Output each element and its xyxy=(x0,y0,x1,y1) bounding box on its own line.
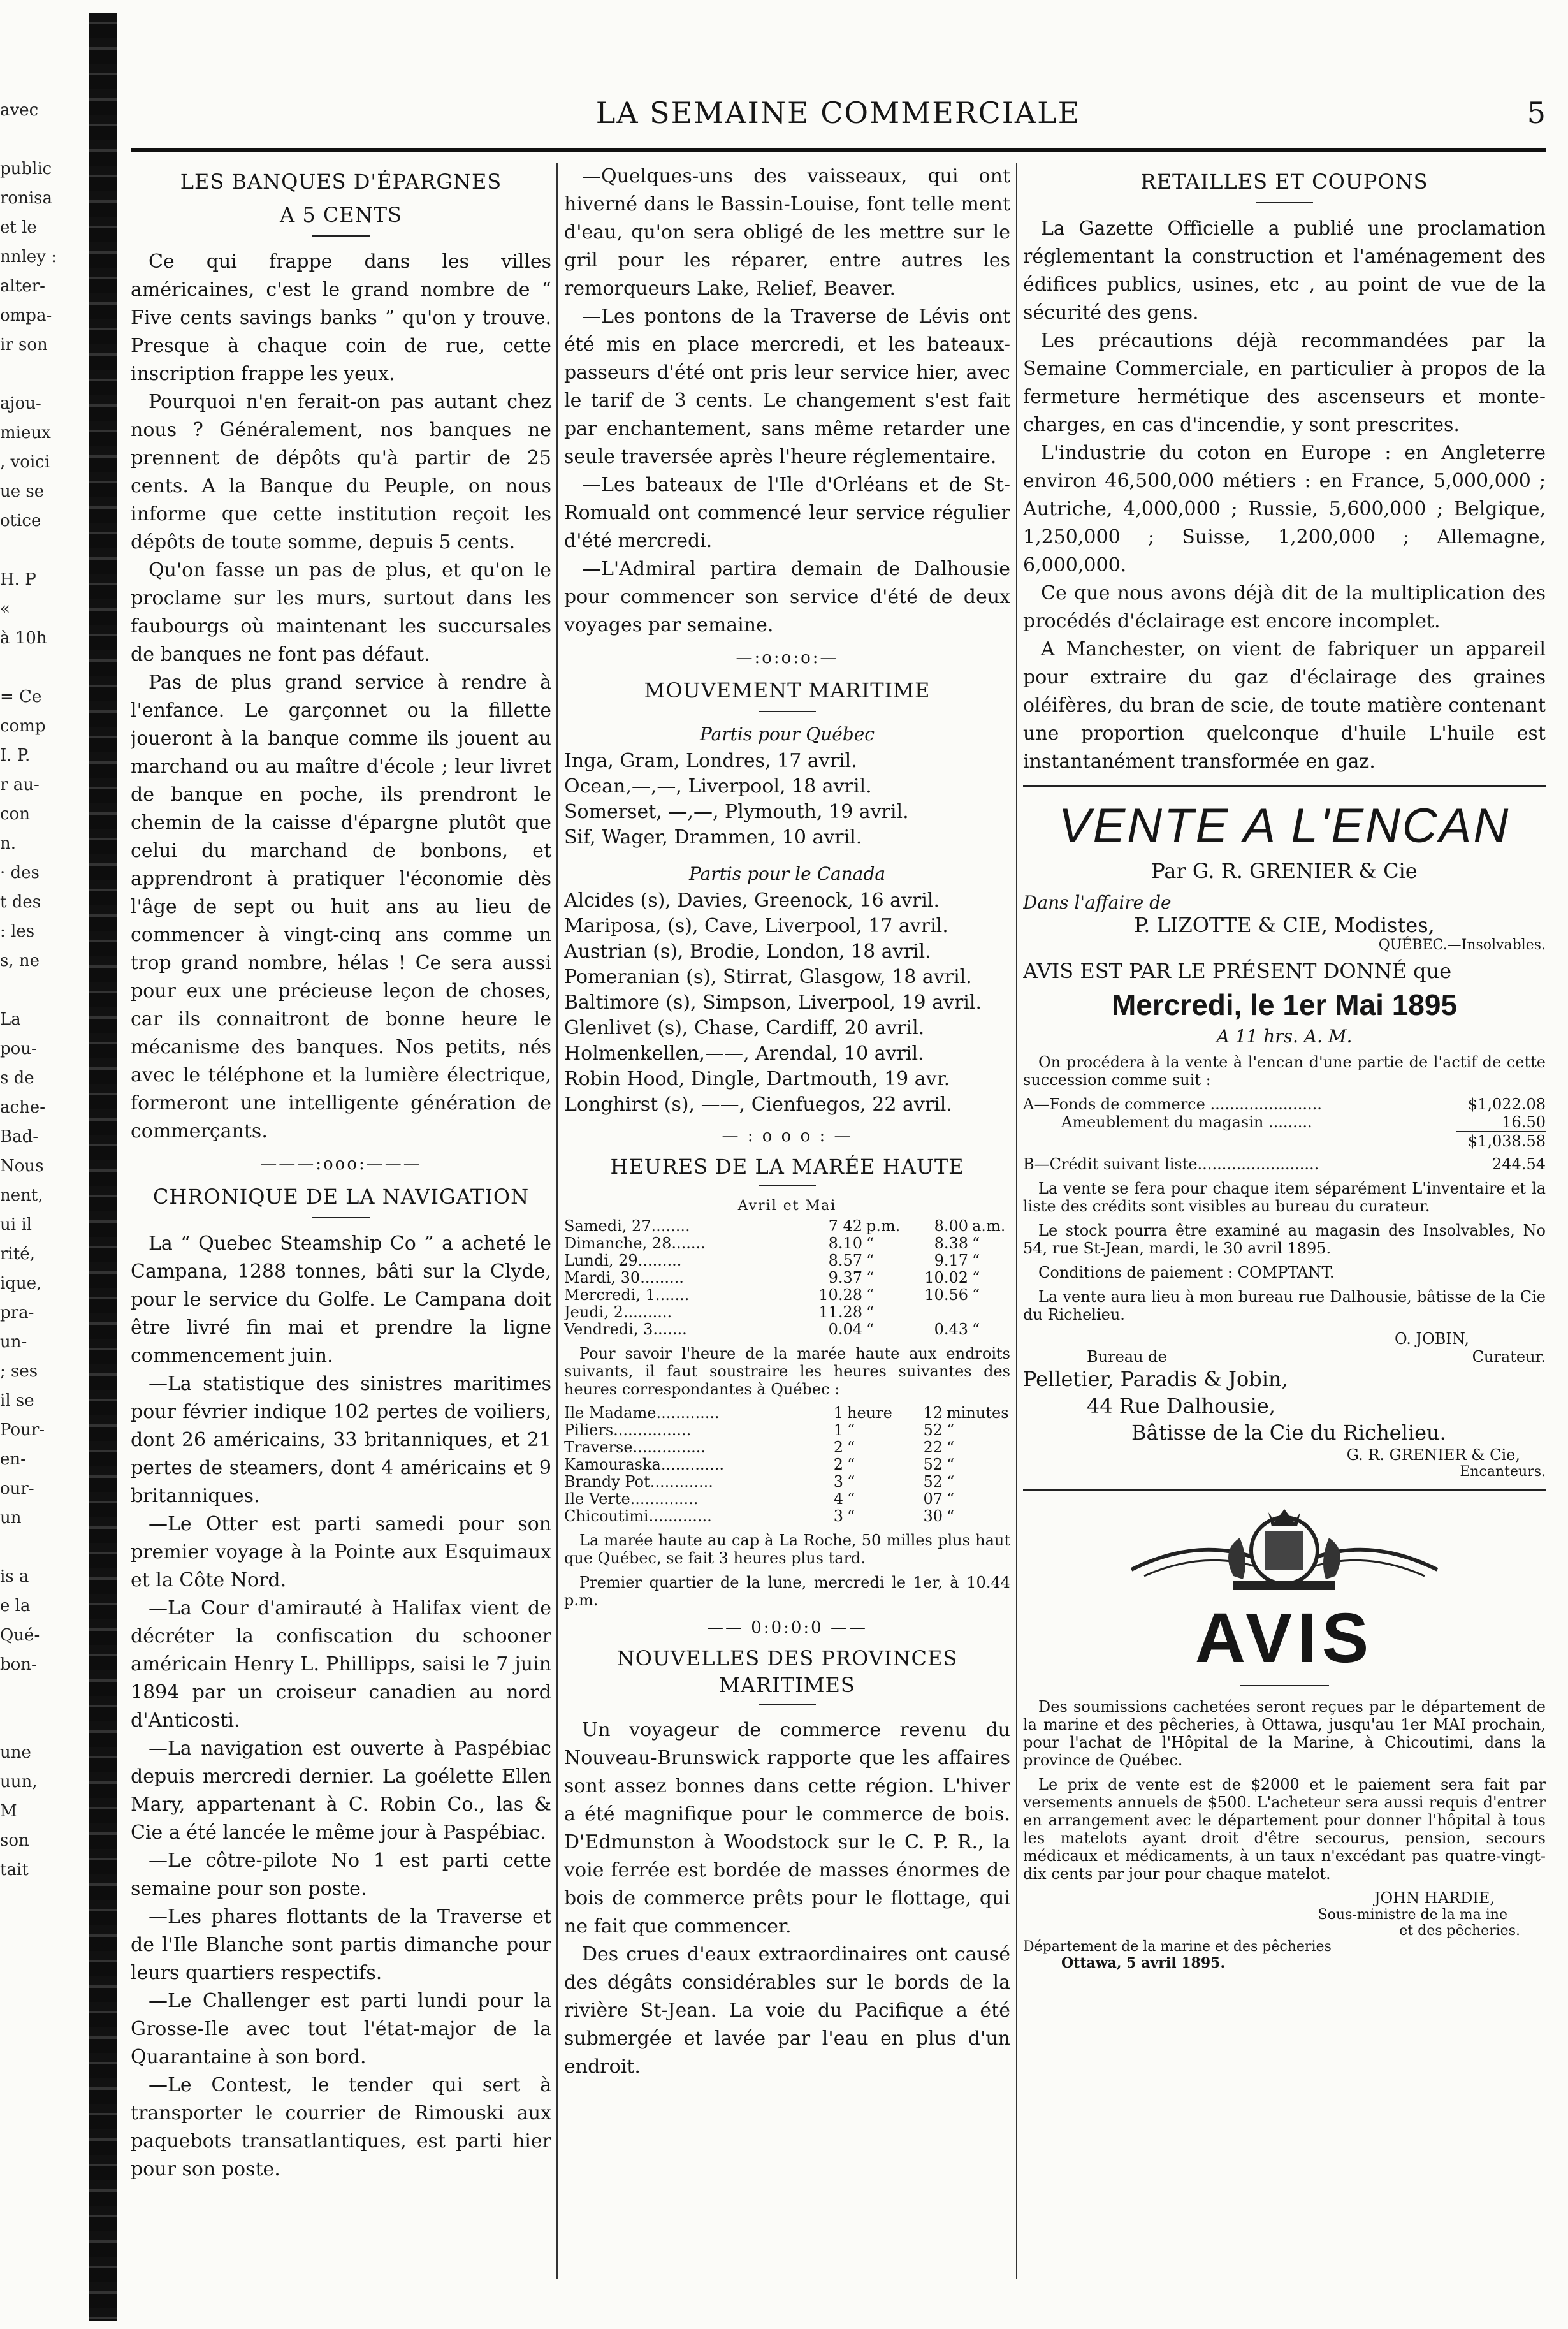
mouvement-title: MOUVEMENT MARITIME xyxy=(644,678,931,703)
column-2 xyxy=(564,163,1010,2292)
separator: ———:ooo:——— xyxy=(260,1155,422,1174)
port-cell-hu: “ xyxy=(847,1421,855,1439)
edge-fragment xyxy=(0,536,76,565)
tide-row xyxy=(564,1252,1010,1269)
edge-fragment: t des xyxy=(0,893,41,912)
port-cell-mu: “ xyxy=(947,1490,955,1508)
edge-fragment: is a xyxy=(0,1567,29,1586)
tide-cell-pm: 10.02 xyxy=(924,1269,968,1287)
chronique-paragraph: —Le Challenger est parti lundi pour la Grosse-Ile avec tout l'état-major de la Quarantaine à son bord. xyxy=(131,1990,551,2068)
edge-fragment: bon- xyxy=(0,1655,37,1674)
edge-fragment xyxy=(0,653,76,682)
ship-entry-paragraph: Ocean,—,—, Liverpool, 18 avril. xyxy=(564,775,872,798)
port-cell-m: 30 xyxy=(923,1507,943,1525)
tide-cell-u2: a.m. xyxy=(972,1217,1006,1235)
avis-paragraph: Le prix de vente est de $2000 et le paiement sera fait par versements annuels de $500. L'acheteur sera aussi requis d'entrer en arrangement avec le département pour donner l'hôpital à tous les matelots ayant droit d'être secourus, pension, secours médicaux et médicaments, à un taux n'excédant pas quatre-vingt-dix cents par jour pour chaque matelot. xyxy=(1023,1776,1546,1883)
tide-cell-u2: “ xyxy=(972,1252,980,1269)
maree-note-2: La marée haute au cap à La Roche, 50 milles plus haut que Québec, se fait 3 heures plus tard. xyxy=(564,1531,1010,1567)
edge-fragment: nnley : xyxy=(0,247,57,266)
edge-fragment: rité, xyxy=(0,1245,35,1264)
tide-row xyxy=(564,1321,1010,1338)
port-cell-mu: “ xyxy=(947,1438,955,1456)
retailles-paragraph: L'industrie du coton en Europe : en Angleterre environ 46,500,000 métiers : en France, 5,000,000 ; Autriche, 4,000,000 ; Russie, 5,600,000 ; Belgique, 1,250,000 ; Suisse, 1,200,000 ; Allemagne, 6,000,000. xyxy=(1023,442,1546,576)
port-cell-m: 07 xyxy=(923,1490,943,1508)
mouvement-sub-quebec: Partis pour Québec xyxy=(700,724,875,745)
ship-entry-paragraph: Longhirst (s), ——, Cienfuegos, 22 avril. xyxy=(564,1093,952,1116)
port-cell-h: 2 xyxy=(833,1456,843,1473)
ship-entry-paragraph: Baltimore (s), Simpson, Liverpool, 19 avril. xyxy=(564,991,982,1014)
edge-fragment xyxy=(0,975,76,1005)
avis-sign-title-2: et des pêcheries. xyxy=(1399,1923,1520,1939)
tide-cell-pm: 8.00 xyxy=(934,1217,968,1235)
vente-firm-city: QUÉBEC.—Insolvables. xyxy=(1378,937,1546,953)
short-rule xyxy=(1256,202,1313,203)
nouvelles-subtitle: MARITIMES xyxy=(719,1673,855,1697)
separator: —— 0:0:0:0 —— xyxy=(707,1618,867,1637)
account-label: A—Fonds de commerce ....................... xyxy=(1023,1095,1322,1113)
avis-sign-title: Sous-ministre de la ma ine xyxy=(1318,1907,1507,1923)
vente-firm: P. LIZOTTE & CIE, Modistes, xyxy=(1134,913,1435,937)
banques-article xyxy=(131,248,551,1146)
vente-note-paragraph: Conditions de paiement : COMPTANT. xyxy=(1038,1264,1335,1281)
avis-signature: JOHN HARDIE, xyxy=(1374,1889,1495,1907)
edge-fragment: comp xyxy=(0,717,46,736)
vente-address: 44 Rue Dalhousie, xyxy=(1087,1394,1275,1418)
column-3 xyxy=(1023,163,1546,2292)
column-rule-2 xyxy=(1016,163,1017,2279)
port-cell-name: Chicoutimi............. xyxy=(564,1507,712,1525)
ship-entry-paragraph: Sif, Wager, Drammen, 10 avril. xyxy=(564,826,862,849)
chronique-paragraph: —Le Otter est parti samedi pour son premier voyage à la Pointe aux Esquimaux et la Côte Nord. xyxy=(131,1513,551,1591)
tide-row xyxy=(564,1304,1010,1321)
vente-firm-list: Pelletier, Paradis & Jobin, xyxy=(1023,1367,1288,1391)
account-amount: 16.50 xyxy=(1502,1113,1546,1131)
edge-fragment: r au- xyxy=(0,775,40,794)
vente-note-paragraph: Le stock pourra être examiné au magasin des Insolvables, No 54, rue St-Jean, mardi, le 30 avril 1895. xyxy=(1023,1222,1546,1257)
header-rule xyxy=(131,148,1546,152)
avis-place-date: Ottawa, 5 avril 1895. xyxy=(1061,1955,1226,1971)
tide-cell-day: Samedi, 27........ xyxy=(564,1217,690,1235)
port-cell-h: 3 xyxy=(833,1507,843,1525)
account-row xyxy=(1023,1095,1546,1113)
edge-fragment: alter- xyxy=(0,277,45,296)
port-cell-h: 1 xyxy=(833,1421,843,1439)
ship-entry-paragraph: Pomeranian (s), Stirrat, Glasgow, 18 avril. xyxy=(564,966,972,988)
vente-batisse: Bâtisse de la Cie du Richelieu. xyxy=(1131,1420,1446,1445)
tide-cell-u1: “ xyxy=(866,1252,875,1269)
account-amount: $1,022.08 xyxy=(1467,1095,1546,1113)
vente-title: VENTE A L'ENCAN xyxy=(1058,799,1511,853)
port-cell-m: 12 xyxy=(923,1404,943,1422)
edge-fragment: une xyxy=(0,1743,31,1762)
chronique-paragraph: —Les phares flottants de la Traverse et de l'Ile Blanche sont partis dimanche pour leurs quartiers respectifs. xyxy=(131,1906,551,1984)
tide-row xyxy=(564,1218,1010,1235)
tide-cell-am: 11.28 xyxy=(818,1303,862,1321)
edge-fragment: à 10h xyxy=(0,629,47,648)
banques-paragraph: Pourquoi n'en ferait-on pas autant chez nous ? Généralement, nos banques ne prennent de dépôts qu'à partir de 25 cents. A la Banque du Peuple, on nous informe que cette institution reçoit les dépôts de toute somme, depuis 5 cents. xyxy=(131,391,551,553)
tide-cell-day: Dimanche, 28....... xyxy=(564,1234,706,1252)
ship-entry-paragraph: Austrian (s), Brodie, London, 18 avril. xyxy=(564,940,931,963)
edge-fragment: H. P xyxy=(0,570,36,589)
nouvelles-title: NOUVELLES DES PROVINCES xyxy=(616,1646,958,1670)
port-cell-m: 22 xyxy=(923,1438,943,1456)
short-rule xyxy=(312,1217,370,1218)
edge-fragment: s, ne xyxy=(0,951,40,970)
edge-fragment: il se xyxy=(0,1391,34,1410)
tide-cell-day: Jeudi, 2.......... xyxy=(564,1303,672,1321)
edge-fragment: nent, xyxy=(0,1186,43,1205)
avis-title: AVIS xyxy=(1194,1599,1374,1677)
edge-fragment: ronisa xyxy=(0,189,52,208)
separator: — : o o o : — xyxy=(722,1127,853,1146)
tide-cell-pm: 10.56 xyxy=(924,1286,968,1304)
edge-fragment: = Ce xyxy=(0,687,42,706)
banques-paragraph: Pas de plus grand service à rendre à l'enfance. Le garçonnet ou la fillette joueront à la banque comme ils jouent au marchand ou au maître d'école ; leur livret de banque en poche, ils prendront le chemin de la caisse d'épargne plutôt que celui du marchand de bonbons, et apprendront à pratiquer l'économie dès l'âge de sept ou huit ans au lieu de commencer à vingt-cinq ans comme un trop grand nombre, hélas ! Ce sera aussi pour eux une précieuse leçon de choses, car ils connaitront de bonne heure le mécanisme des banques. Nos petits, nés avec le téléphone et la lumière électrique, formeront une intelligente génération de commerçants. xyxy=(131,671,551,1143)
nouvelles-article xyxy=(564,1716,1010,2081)
vente-intro: On procédera à la vente à l'encan d'une partie de l'actif de cette succession comme suit : xyxy=(1023,1053,1546,1089)
port-row xyxy=(564,1508,1010,1525)
edge-fragment: n. xyxy=(0,834,17,853)
vente-date: Mercredi, le 1er Mai 1895 xyxy=(1111,988,1458,1021)
edge-fragment: ue se xyxy=(0,482,45,501)
edge-fragment: ompa- xyxy=(0,306,52,325)
edge-fragment: uun, xyxy=(0,1772,38,1792)
ship-entry-paragraph: Somerset, —,—, Plymouth, 19 avril. xyxy=(564,801,909,823)
tide-row xyxy=(564,1269,1010,1287)
edge-fragment: · des xyxy=(0,863,40,882)
port-cell-name: Kamouraska............. xyxy=(564,1456,725,1473)
avis-department: Département de la marine et des pêcheries xyxy=(1023,1939,1332,1955)
edge-fragment: ir son xyxy=(0,335,48,354)
port-row xyxy=(564,1405,1010,1422)
tide-cell-u1: “ xyxy=(866,1286,875,1304)
left-edge-fragments xyxy=(0,96,76,1885)
tide-cell-u2: “ xyxy=(972,1286,980,1304)
edge-fragment: otice xyxy=(0,511,41,530)
navigation-continued xyxy=(564,163,1010,639)
newspaper-title: LA SEMAINE COMMERCIALE xyxy=(595,96,1081,130)
vente-bureau: Bureau de xyxy=(1087,1348,1167,1366)
ship-entry-paragraph: Holmenkellen,——, Arendal, 10 avril. xyxy=(564,1042,924,1065)
tide-row xyxy=(564,1287,1010,1304)
tide-table xyxy=(564,1218,1010,1338)
port-cell-hu: “ xyxy=(847,1490,855,1508)
short-rule xyxy=(312,235,370,237)
tide-cell-u1: “ xyxy=(866,1320,875,1338)
royal-coat-of-arms-icon xyxy=(1106,1500,1463,1595)
page-header xyxy=(131,96,1546,140)
tide-cell-am: 7 42 xyxy=(828,1217,862,1235)
port-cell-h: 4 xyxy=(833,1490,843,1508)
edge-fragment: en- xyxy=(0,1450,26,1469)
banques-paragraph: Ce qui frappe dans les villes américaines, c'est le grand nombre de “ Five cents savings banks ” qu'on y trouve. Presque à chaque coin de rue, cette inscription frappe les yeux. xyxy=(131,251,551,385)
port-cell-hu: “ xyxy=(847,1507,855,1525)
separator: —:o:o:o:— xyxy=(736,648,839,668)
ship-entry-paragraph: Robin Hood, Dingle, Dartmouth, 19 avr. xyxy=(564,1068,950,1090)
port-row xyxy=(564,1491,1010,1508)
maree-note-3: Premier quartier de la lune, mercredi le 1er, à 10.44 p.m. xyxy=(564,1573,1010,1609)
navigation-paragraph: —Quelques-uns des vaisseaux, qui ont hiverné dans le Bassin-Louise, font telle ment d'eau, qu'on sera obligé de les mettre sur le gril pour les réparer, entre autres les remorqueurs Lake, Relief, Beaver. xyxy=(564,165,1010,300)
edge-fragment: pra- xyxy=(0,1303,34,1322)
ship-entry-paragraph: Glenlivet (s), Chase, Cardiff, 20 avril. xyxy=(564,1017,925,1039)
edge-fragment xyxy=(0,125,76,154)
binding-spine xyxy=(89,13,117,2321)
mouvement-sub-canada: Partis pour le Canada xyxy=(688,863,886,884)
port-cell-m: 52 xyxy=(923,1456,943,1473)
port-cell-mu: “ xyxy=(947,1473,955,1491)
vente-affaire: Dans l'affaire de xyxy=(1023,892,1172,913)
nouvelles-paragraph: Un voyageur de commerce revenu du Nouveau-Brunswick rapporte que les affaires sont assez bonnes dans cette région. L'hiver a été magnifique pour le commerce de bois. D'Edmunston à Woodstock sur le C. P. R., la voie ferrée est bordée de masses énormes de bois de commerce prêts pour le flottage, qui ne fait que commencer. xyxy=(564,1719,1010,1938)
account-label: Ameublement du magasin ......... xyxy=(1061,1113,1312,1131)
tide-cell-u1: p.m. xyxy=(866,1217,901,1235)
edge-fragment: mieux xyxy=(0,423,51,442)
port-cell-hu: “ xyxy=(847,1456,855,1473)
tide-cell-day: Mardi, 30......... xyxy=(564,1269,684,1287)
port-cell-mu: “ xyxy=(947,1421,955,1439)
navigation-paragraph: —Les bateaux de l'Ile d'Orléans et de St-Romuald ont commencé leur service régulier d'été mercredi. xyxy=(564,474,1010,552)
tide-cell-u2 xyxy=(968,1304,1010,1321)
retailles-paragraph: La Gazette Officielle a publié une proclamation réglementant la construction et l'aménagement des édifices publics, usines, etc , au point de vue de la sécurité des gens. xyxy=(1023,217,1546,324)
port-cell-name: Ile Verte.............. xyxy=(564,1490,699,1508)
vente-total: $1,038.58 xyxy=(1467,1132,1546,1150)
vente-credit-amount: 244.54 xyxy=(1492,1155,1546,1173)
chronique-paragraph: —La statistique des sinistres maritimes pour février indique 102 pertes de voiliers, dont 26 américains, 33 britanniques, et 21 pertes de steamers, dont 4 américains et 9 britanniques. xyxy=(131,1373,551,1507)
tide-cell-day: Vendredi, 3....... xyxy=(564,1320,687,1338)
navigation-paragraph: —L'Admiral partira demain de Dalhousie pour commencer son service d'été de deux voyages par semaine. xyxy=(564,558,1010,636)
edge-fragment: avec xyxy=(0,101,39,120)
port-cell-hu: “ xyxy=(847,1473,855,1491)
port-row xyxy=(564,1473,1010,1491)
edge-fragment: our- xyxy=(0,1479,34,1498)
ship-entry-paragraph: Inga, Gram, Londres, 17 avril. xyxy=(564,750,857,772)
tide-row xyxy=(564,1235,1010,1252)
ad-rule xyxy=(1023,1489,1546,1491)
banques-paragraph: Qu'on fasse un pas de plus, et qu'on le proclame sur les murs, surtout dans les faubourgs où maintenant les succursales de banques ne font pas défaut. xyxy=(131,559,551,666)
port-cell-m: 52 xyxy=(923,1473,943,1491)
chronique-paragraph: —Le Contest, le tender qui sert à transporter le courrier de Rimouski aux paquebots transatlantiques, est parti hier pour son poste. xyxy=(131,2074,551,2180)
edge-fragment: ; ses xyxy=(0,1362,38,1381)
vente-note-paragraph: La vente aura lieu à mon bureau rue Dalhousie, bâtisse de la Cie du Richelieu. xyxy=(1023,1288,1546,1324)
retailles-paragraph: Les précautions déjà recommandées par la Semaine Commerciale, en particulier à propos de la fermeture hermétique des ascenseurs et monte-charges, en cas d'incendie, y sont prescrites. xyxy=(1023,330,1546,436)
edge-fragment: Pour- xyxy=(0,1420,45,1440)
edge-fragment: , voici xyxy=(0,453,50,472)
port-table xyxy=(564,1405,1010,1525)
edge-fragment: ajou- xyxy=(0,394,41,413)
page-number: 5 xyxy=(1527,96,1546,130)
vente-auctioneer: Par G. R. GRENIER & Cie xyxy=(1151,859,1418,883)
edge-fragment: M xyxy=(0,1802,17,1821)
tide-cell-am: 0.04 xyxy=(828,1320,862,1338)
vente-signature: O. JOBIN, xyxy=(1394,1330,1469,1348)
tide-cell-u1: “ xyxy=(866,1269,875,1287)
tide-cell-am: 9.37 xyxy=(828,1269,862,1287)
edge-fragment: La xyxy=(0,1010,21,1029)
port-cell-mu: minutes xyxy=(947,1404,1009,1422)
vente-encanteurs: Encanteurs. xyxy=(1460,1464,1546,1480)
maree-note: Pour savoir l'heure de la marée haute aux endroits suivants, il faut soustraire les heures suivantes des heures correspondantes à Québec : xyxy=(564,1345,1010,1398)
edge-fragment: : les xyxy=(0,922,35,941)
tide-cell-pm: 9.17 xyxy=(934,1252,968,1269)
port-cell-hu: heure xyxy=(847,1404,892,1422)
edge-fragment: ui il xyxy=(0,1215,32,1234)
vente-curateur: Curateur. xyxy=(1472,1348,1546,1366)
edge-fragment: Nous xyxy=(0,1157,44,1176)
port-cell-name: Ile Madame............. xyxy=(564,1404,720,1422)
tide-cell-am: 10.28 xyxy=(818,1286,862,1304)
port-cell-name: Brandy Pot............. xyxy=(564,1473,713,1491)
vente-credit-label: B—Crédit suivant liste......................... xyxy=(1023,1155,1319,1173)
tide-cell-am: 8.10 xyxy=(828,1234,862,1252)
maree-subtitle: Avril et Mai xyxy=(737,1198,837,1214)
edge-fragment: son xyxy=(0,1831,29,1850)
tide-cell-u2: “ xyxy=(972,1234,980,1252)
tide-cell-pm: 0.43 xyxy=(934,1320,968,1338)
tide-cell-u1: “ xyxy=(866,1234,875,1252)
edge-fragment: e la xyxy=(0,1596,31,1616)
edge-fragment: tait xyxy=(0,1860,29,1880)
tide-cell-u1: “ xyxy=(866,1303,875,1321)
vente-accounts xyxy=(1023,1095,1546,1131)
edge-fragment xyxy=(0,360,76,389)
edge-fragment: Bad- xyxy=(0,1127,39,1146)
account-row xyxy=(1023,1113,1546,1131)
chronique-paragraph: —La Cour d'amirauté à Halifax vient de décréter la confiscation du schooner américain Henry L. Phillipps, saisi le 7 juin 1894 par un croiseur canadien au nord d'Anticosti. xyxy=(131,1597,551,1732)
vente-note-paragraph: La vente se fera pour chaque item séparément L'inventaire et la liste des crédits sont visibles au bureau du curateur. xyxy=(1023,1179,1546,1215)
port-row xyxy=(564,1456,1010,1473)
chronique-paragraph: La “ Quebec Steamship Co ” a acheté le Campana, 1288 tonnes, bâti sur la Clyde, pour le service du Golfe. Le Campana doit être livré fin mai et prendre la ligne commencement juin. xyxy=(131,1232,551,1367)
edge-fragment xyxy=(0,1709,76,1738)
chronique-paragraph: —La navigation est ouverte à Paspébiac depuis mercredi dernier. La goélette Ellen Mary, appartenant à C. Robin Co., las & Cie a été lancée le même jour à Paspébiac. xyxy=(131,1737,551,1844)
vente-avis-line: AVIS EST PAR LE PRÉSENT DONNÉ que xyxy=(1023,959,1452,983)
tide-cell-u2: “ xyxy=(972,1320,980,1338)
edge-fragment: un xyxy=(0,1508,22,1528)
edge-fragment: un- xyxy=(0,1332,27,1352)
chronique-article xyxy=(131,1230,551,2184)
short-rule xyxy=(1240,1685,1329,1686)
navigation-paragraph: —Les pontons de la Traverse de Lévis ont été mis en place mercredi, et les bateaux-passeurs d'été ont pris leur service hier, avec le tarif de 3 cents. Le changement s'est fait par enchantement, sans même retarder une seule traversée après l'heure réglementaire. xyxy=(564,305,1010,468)
edge-fragment: et le xyxy=(0,218,37,237)
vente-notes xyxy=(1023,1179,1546,1324)
tide-cell-day: Lundi, 29......... xyxy=(564,1252,682,1269)
vente-signature-2: G. R. GRENIER & Cie, xyxy=(1346,1446,1520,1464)
edge-fragment: s de xyxy=(0,1069,34,1088)
edge-fragment: Qué- xyxy=(0,1626,40,1645)
tide-cell-pm xyxy=(904,1304,968,1321)
nouvelles-paragraph: Des crues d'eaux extraordinaires ont causé des dégâts considérables sur le bords de la rivière St-Jean. La voie du Pacifique a été submergée et lavée par l'eau en plus d'un endroit. xyxy=(564,1943,1010,2078)
port-cell-name: Piliers................ xyxy=(564,1421,692,1439)
edge-fragment: ique, xyxy=(0,1274,42,1293)
tide-cell-pm: 8.38 xyxy=(934,1234,968,1252)
edge-fragment xyxy=(0,1679,76,1709)
edge-fragment: ache- xyxy=(0,1098,45,1117)
avis-article xyxy=(1023,1698,1546,1883)
avis-paragraph: Des soumissions cachetées seront reçues par le département de la marine et des pêcheries, à Ottawa, jusqu'au 1er MAI prochain, pour l'achat de l'Hôpital de la Marine, à Chicoutimi, dans la province de Québec. xyxy=(1023,1698,1546,1769)
banques-title: LES BANQUES D'ÉPARGNES xyxy=(180,170,502,194)
port-cell-m: 52 xyxy=(923,1421,943,1439)
short-rule xyxy=(759,1185,816,1186)
retailles-title: RETAILLES ET COUPONS xyxy=(1140,170,1428,194)
ship-entry-paragraph: Mariposa, (s), Cave, Liverpool, 17 avril. xyxy=(564,915,948,937)
short-rule xyxy=(759,711,816,712)
retailles-paragraph: Ce que nous avons déjà dit de la multiplication des procédés d'éclairage est encore incomplet. xyxy=(1023,582,1546,632)
tide-cell-am: 8.57 xyxy=(828,1252,862,1269)
vente-time: A 11 hrs. A. M. xyxy=(1216,1026,1353,1047)
port-cell-mu: “ xyxy=(947,1456,955,1473)
edge-fragment: « xyxy=(0,599,10,618)
edge-fragment: public xyxy=(0,159,52,179)
edge-fragment: con xyxy=(0,805,30,824)
port-row xyxy=(564,1439,1010,1456)
column-rule-1 xyxy=(556,163,558,2279)
banques-subtitle: A 5 CENTS xyxy=(280,203,402,227)
port-cell-hu: “ xyxy=(847,1438,855,1456)
tide-cell-day: Mercredi, 1....... xyxy=(564,1286,690,1304)
chronique-title: CHRONIQUE DE LA NAVIGATION xyxy=(152,1185,530,1209)
ships-canada-list xyxy=(564,888,1010,1118)
ship-entry-paragraph: Alcides (s), Davies, Greenock, 16 avril. xyxy=(564,889,940,912)
ships-quebec-list xyxy=(564,748,1010,851)
edge-fragment: pou- xyxy=(0,1039,37,1058)
port-cell-name: Traverse............... xyxy=(564,1438,706,1456)
edge-fragment: I. P. xyxy=(0,746,31,765)
retailles-paragraph: A Manchester, on vient de fabriquer un appareil pour extraire du gaz d'éclairage des graines oléifères, du bran de scie, de toute matière contenant une proportion quelconque d'huile L'huile est instantanément transformée en gaz. xyxy=(1023,638,1546,773)
chronique-paragraph: —Le côtre-pilote No 1 est parti cette semaine pour son poste. xyxy=(131,1850,551,1900)
port-cell-mu: “ xyxy=(947,1507,955,1525)
maree-title: HEURES DE LA MARÉE HAUTE xyxy=(610,1155,964,1179)
edge-fragment xyxy=(0,1533,76,1562)
port-cell-h: 3 xyxy=(833,1473,843,1491)
port-cell-h: 2 xyxy=(833,1438,843,1456)
short-rule xyxy=(759,1704,816,1705)
port-cell-h: 1 xyxy=(833,1404,843,1422)
column-1 xyxy=(131,163,551,2292)
tide-cell-u2: “ xyxy=(972,1269,980,1287)
retailles-article xyxy=(1023,215,1546,776)
ad-rule xyxy=(1023,785,1546,787)
port-row xyxy=(564,1422,1010,1439)
